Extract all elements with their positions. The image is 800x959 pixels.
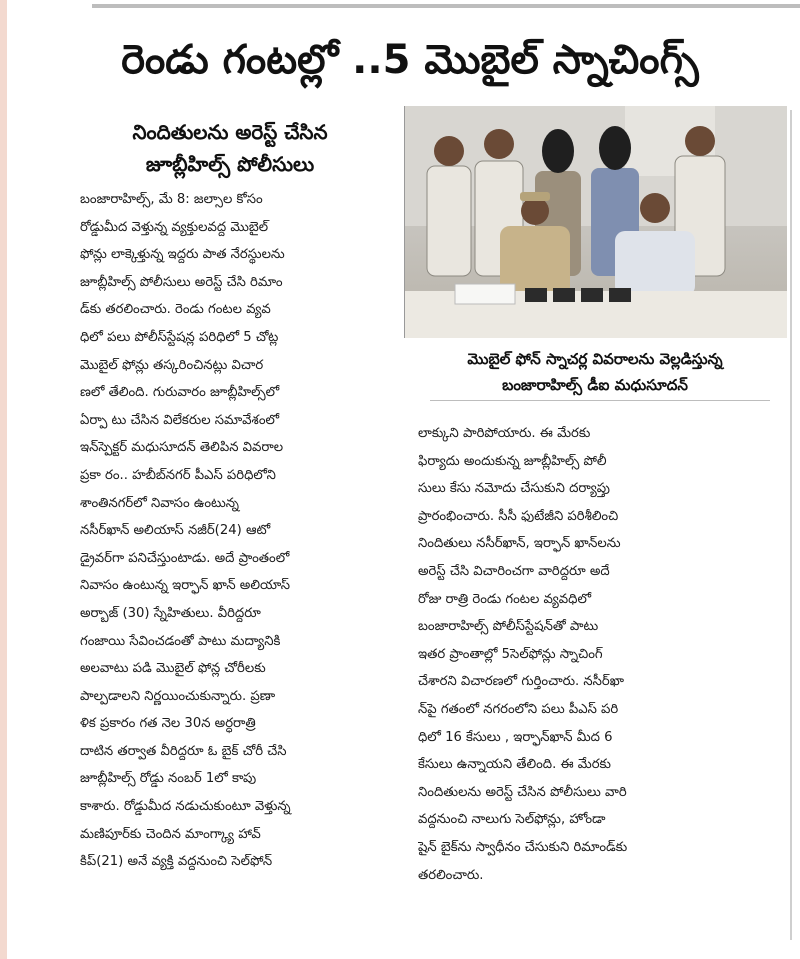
article-line: వద్దనుంచి నాలుగు సెల్‌ఫోన్లు, హోండా	[418, 812, 606, 828]
article-line: అర్బాజ్ (30) స్నేహితులు. వీరిద్దరూ	[80, 605, 261, 621]
article-line: ఇతర ప్రాంతాల్లో 5సెల్‌ఫోన్లు స్నాచింగ్	[418, 646, 603, 662]
article-line: అలవాటు పడి మొబైల్ ఫోన్ల చోరీలకు	[80, 661, 266, 677]
top-rule	[92, 4, 800, 8]
article-line: షైన్ బైక్‌ను స్వాధీనం చేసుకుని రిమాండ్‌కు	[418, 839, 628, 855]
news-photo	[404, 106, 787, 338]
article-line: బంజారాహిల్స్ పోలీస్‌స్టేషన్‌తో పాటు	[418, 619, 599, 635]
article-line: ఇన్‌స్పెక్టర్ మధుసూదన్ తెలిపిన వివరాల	[80, 440, 284, 456]
article-line: శాంతినగర్‌లో నివాసం ఉంటున్న	[80, 495, 239, 511]
news-photo-illustration	[405, 106, 787, 338]
article-line: జూబ్లీహిల్స్ పోలీసులు అరెస్ట్ చేసి రిమాం	[80, 274, 283, 290]
article-line: సులు కేసు నమోదు చేసుకుని దర్యాప్తు	[418, 481, 610, 497]
article-line: పాల్పడాలని నిర్ణయించుకున్నారు. ప్రణా	[80, 688, 276, 704]
article-line: ప్రకా రం.. హబీబ్‌నగర్ పీఎస్ పరిధిలోని	[80, 467, 276, 483]
article-line: మొబైల్ ఫోన్లు తస్కరించినట్లు విచార	[80, 357, 264, 373]
caption-divider	[430, 400, 770, 401]
article-line: కాశారు. రోడ్డుమీద నడుచుకుంటూ వెళ్తున్న	[80, 799, 291, 815]
article-line: రోడ్డుమీద వెళ్తున్న వ్యక్తులవద్ద మొబైల్	[80, 219, 269, 235]
photo-caption	[404, 346, 786, 398]
article-line: కేసులు ఉన్నాయని తేలింది. ఈ మేరకు	[418, 757, 611, 773]
article-line: కిప్(21) అనే వ్యక్తి వద్దనుంచి సెల్‌ఫోన్	[80, 854, 273, 870]
page-edge	[0, 0, 7, 959]
article-line: జూబ్లీహిల్స్ రోడ్డు నంబర్ 1లో కాపు	[80, 771, 257, 787]
headline: రెండు గంటల్లో ..5 మొబైల్ స్నాచింగ్స్	[121, 37, 699, 83]
photo-caption-line: మొబైల్ ఫోన్ స్నాచర్ల వివరాలను వెల్లడిస్తున్న	[467, 350, 723, 368]
article-line: ఫిర్యాదు అందుకున్న జూబ్లీహిల్స్ పోలీ	[418, 453, 607, 469]
article-line: ధిలో 16 కేసులు , ఇర్ఫాన్‌ఖాన్ మీద 6	[418, 729, 613, 745]
article-line: బంజారాహిల్స్, మే 8: జల్సాల కోసం	[80, 192, 263, 207]
photo-caption-line: బంజారాహిల్స్ డీఐ మధుసూదన్	[502, 376, 688, 394]
column-rule	[790, 110, 792, 940]
article-line: ఏర్పా టు చేసిన విలేకరుల సమావేశంలో	[80, 412, 280, 428]
article-column-left	[80, 186, 405, 876]
article-line: నివాసం ఉంటున్న ఇర్ఫాన్ ఖాన్ అలియాస్	[80, 578, 291, 594]
article-line: నసీర్‌ఖాన్ అలియాస్ నజీర్(24) ఆటో	[80, 523, 271, 539]
article-line: దాటిన తర్వాత వీరిద్దరూ ఓ బైక్ చోరీ చేసి	[80, 743, 287, 759]
subheadline-line: నిందితులను అరెస్ట్ చేసిన	[132, 120, 328, 144]
article-column-right	[418, 420, 758, 889]
article-line: ఫోన్లు లాక్కెళ్తున్న ఇద్దరు పాత నేరస్థులను	[80, 247, 285, 263]
article-line: ధిలో పలు పోలీస్‌స్టేషన్ల పరిధిలో 5 చోట్ల	[80, 329, 279, 345]
article-line: గంజాయి సేవించడంతో పాటు మద్యానికి	[80, 633, 281, 649]
article-line: ళిక ప్రకారం గత నెల 30న అర్ధరాత్రి	[80, 716, 256, 732]
article-line: ప్రారంభించారు. సీసీ ఫుటేజీని పరిశీలించి	[418, 508, 619, 524]
article-line: డ్‌కు తరలించారు. రెండు గంటల వ్యవ	[80, 302, 271, 318]
article-line: డ్రైవర్‌గా పనిచేస్తుంటాడు. అదే ప్రాంతంలో	[80, 550, 290, 566]
article-line: చేశారని విచారణలో గుర్తించారు. నసీర్‌ఖా	[418, 674, 624, 690]
subheadline	[60, 116, 400, 180]
article-line: ణలో తేలింది. గురువారం జూబ్లీహిల్స్‌లో	[80, 385, 280, 401]
article-line: మణిపూర్‌కు చెందిన మాంగ్క్యా హావ్	[80, 826, 261, 842]
article-line: న్‌పై గతంలో నగరంలోని పలు పీఎస్ పరి	[418, 701, 619, 717]
subheadline-line: జూబ్లీహిల్స్ పోలీసులు	[145, 152, 315, 176]
article-line: అరెస్ట్ చేసి విచారించగా వారిద్దరూ అదే	[418, 563, 610, 579]
article-line: నిందితులు నసీర్‌ఖాన్, ఇర్ఫాన్ ఖాన్‌లను	[418, 536, 621, 552]
article-line: తరలించారు.	[418, 867, 484, 883]
article-line: నిందితులను అరెస్ట్ చేసిన పోలీసులు వారి	[418, 784, 627, 800]
article-line: లాక్కుని పారిపోయారు. ఈ మేరకు	[418, 426, 591, 441]
article-line: రోజు రాత్రి రెండు గంటల వ్యవధిలో	[418, 591, 592, 607]
